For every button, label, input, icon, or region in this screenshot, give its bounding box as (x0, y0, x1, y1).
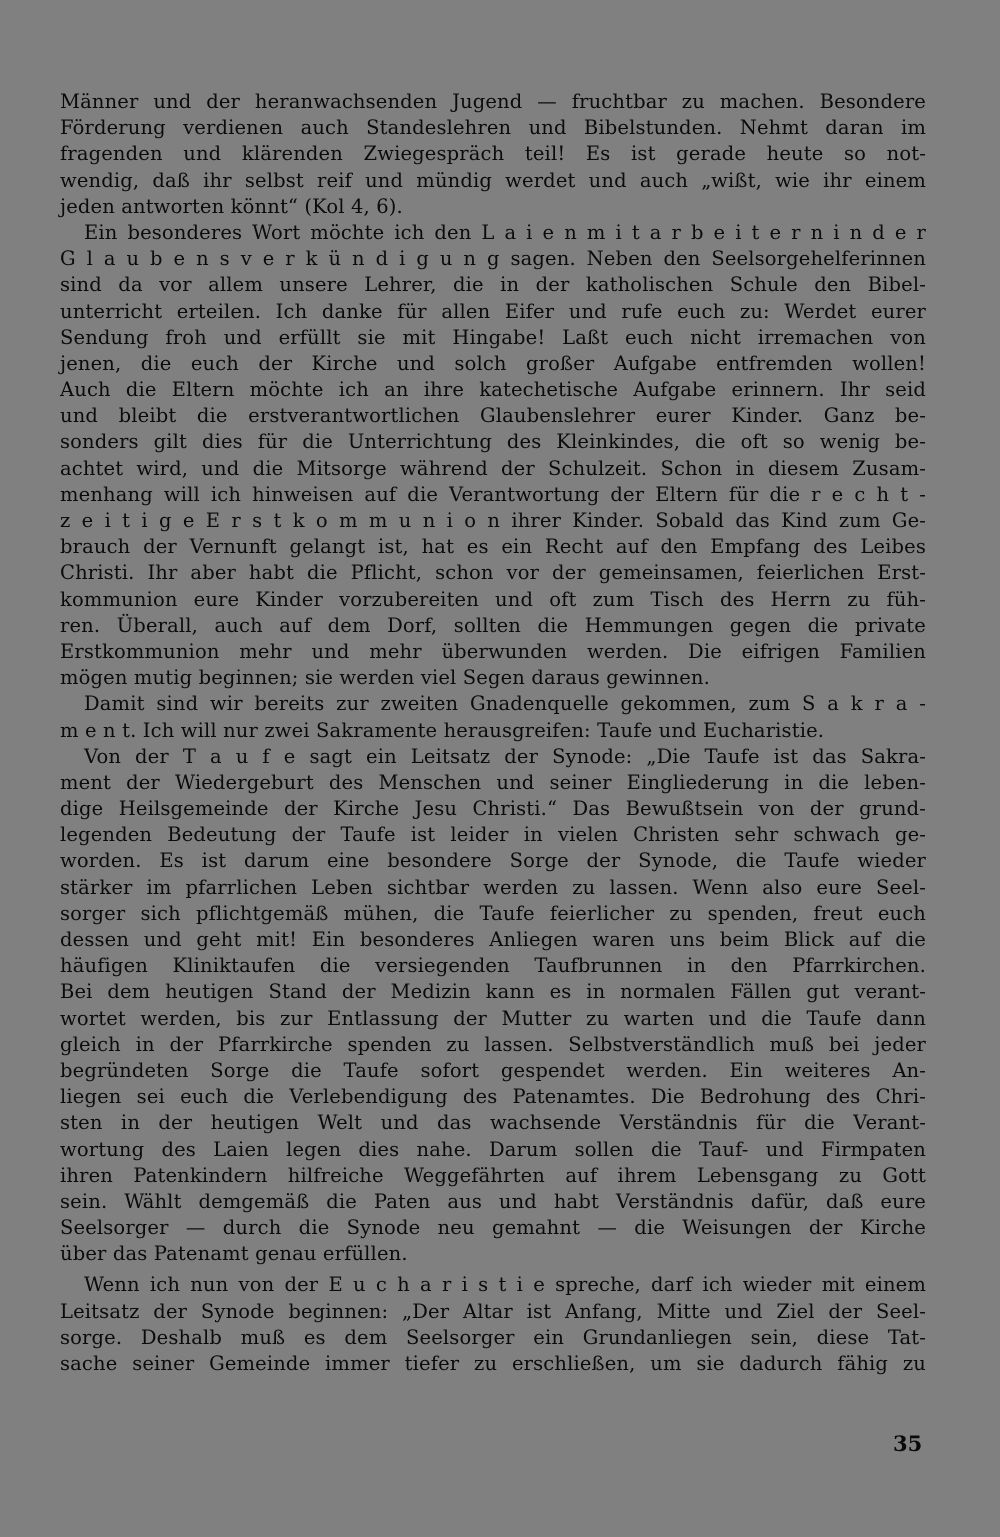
text-line: Christi. Ihr aber habt die Pflicht, schon vor der gemeinsamen, feierlichen Erst- (60, 561, 926, 585)
page-body (60, 89, 926, 1377)
text-line: worden. Es ist darum eine besondere Sorge der Synode, die Taufe wieder (60, 849, 926, 873)
text-line: menhang will ich hinweisen auf die Verantwortung der Eltern für die r e c h t - (60, 482, 926, 506)
text-line: Erstkommunion mehr und mehr überwunden werden. Die eifrigen Familien (60, 639, 926, 663)
text-line: Männer und der heranwachsenden Jugend — fruchtbar zu machen. Besondere (60, 90, 926, 113)
text-line: dige Heilsgemeinde der Kirche Jesu Christi.“ Das Bewußtsein von der grund- (60, 797, 926, 821)
text-line: jenen, die euch der Kirche und solch großer Aufgabe entfremden wollen! (60, 351, 926, 375)
text-line: jeden antworten könnt“ (Kol 4, 6). (60, 194, 403, 218)
text-line: mögen mutig beginnen; sie werden viel Segen daraus gewinnen. (60, 666, 710, 690)
text-line: sorge. Deshalb muß es dem Seelsorger ein Grundanliegen sein, diese Tat- (60, 1325, 926, 1349)
paragraph-4 (60, 744, 926, 1268)
text-line: dessen und geht mit! Ein besonderes Anliegen waren uns beim Blick auf die (60, 928, 926, 951)
paragraph-3 (60, 691, 926, 743)
text-line: brauch der Vernunft gelangt ist, hat es ein Recht auf den Empfang des Leibes (60, 535, 926, 559)
text-line: sind da vor allem unsere Lehrer, die in der katholischen Schule den Bibel- (60, 273, 926, 297)
text-line: Bei dem heutigen Stand der Medizin kann es in normalen Fällen gut verant- (60, 980, 926, 1004)
text-line: liegen sei euch die Verlebendigung des Patenamtes. Die Bedrohung des Chri- (60, 1085, 926, 1109)
text-line: Leitsatz der Synode beginnen: „Der Altar ist Anfang, Mitte und Ziel der Seel- (60, 1299, 926, 1323)
text-line: wendig, daß ihr selbst reif und mündig werdet und auch „wißt, wie ihr einem (60, 168, 926, 192)
text-line: G l a u b e n s v e r k ü n d i g u n g sagen. Neben den Seelsorgehelferinnen (60, 247, 926, 271)
text-line: wortet werden, bis zur Entlassung der Mutter zu warten und die Taufe dann (60, 1006, 926, 1030)
text-line: m e n t. Ich will nur zwei Sakramente herausgreifen: Taufe und Eucharistie. (60, 718, 825, 742)
text-line: ren. Überall, auch auf dem Dorf, sollten die Hemmungen gegen die private (60, 613, 926, 637)
text-line: stärker im pfarrlichen Leben sichtbar werden zu lassen. Wenn also eure Seel- (60, 875, 926, 899)
text-line: über das Patenamt genau erfüllen. (60, 1242, 408, 1266)
text-line: wortung des Laien legen dies nahe. Darum sollen die Tauf- und Firmpaten (60, 1137, 926, 1161)
text-line: Förderung verdienen auch Standeslehren und Bibelstunden. Nehmt daran im (60, 116, 926, 140)
text-line: achtet wird, und die Mitsorge während der Schulzeit. Schon in diesem Zusam- (60, 456, 926, 480)
text-line: Damit sind wir bereits zur zweiten Gnadenquelle gekommen, zum S a k r a - (84, 692, 926, 716)
text-line: häufigen Kliniktaufen die versiegenden Taufbrunnen in den Pfarrkirchen. (60, 954, 926, 978)
text-line: begründeten Sorge die Taufe sofort gespendet werden. Ein weiteres An- (60, 1058, 926, 1082)
paragraph-2 (60, 220, 926, 691)
text-line: z e i t i g e E r s t k o m m u n i o n ihrer Kinder. Sobald das Kind zum Ge- (60, 509, 926, 532)
text-line: sten in der heutigen Welt und das wachsende Verständnis für die Verant- (60, 1111, 926, 1135)
paragraph-5 (60, 1272, 926, 1377)
text-line: fragenden und klärenden Zwiegespräch teil! Es ist gerade heute so not- (60, 142, 926, 166)
text-line: Ein besonderes Wort möchte ich den L a i e n m i t a r b e i t e r n i n d e r (84, 220, 926, 244)
paragraph-1 (60, 89, 926, 220)
page-number: 35 (893, 1431, 923, 1456)
text-line: Auch die Eltern möchte ich an ihre katechetische Aufgabe erinnern. Ihr seid (60, 378, 926, 402)
text-line: Wenn ich nun von der E u c h a r i s t i e spreche, darf ich wieder mit einem (84, 1273, 926, 1297)
text-line: sorger sich pflichtgemäß mühen, die Taufe feierlicher zu spenden, freut euch (60, 901, 926, 925)
text-line: und bleibt die erstverantwortlichen Glaubenslehrer eurer Kinder. Ganz be- (60, 404, 926, 428)
text-line: Von der T a u f e sagt ein Leitsatz der Synode: „Die Taufe ist das Sakra- (84, 744, 926, 768)
text-line: ihren Patenkindern hilfreiche Weggefährten auf ihrem Lebensgang zu Gott (60, 1163, 926, 1187)
text-line: Seelsorger — durch die Synode neu gemahnt — die Weisungen der Kirche (60, 1216, 926, 1240)
text-line: gleich in der Pfarrkirche spenden zu lassen. Selbstverständlich muß bei jeder (60, 1032, 926, 1056)
text-line: legenden Bedeutung der Taufe ist leider in vielen Christen sehr schwach ge- (60, 823, 926, 847)
text-line: kommunion eure Kinder vorzubereiten und oft zum Tisch des Herrn zu füh- (60, 587, 926, 611)
text-line: sein. Wählt demgemäß die Paten aus und habt Verständnis dafür, daß eure (60, 1189, 926, 1213)
text-line: Sendung froh und erfüllt sie mit Hingabe! Laßt euch nicht irremachen von (60, 325, 926, 349)
text-line: sache seiner Gemeinde immer tiefer zu erschließen, um sie dadurch fähig zu (60, 1352, 926, 1375)
text-line: ment der Wiedergeburt des Menschen und seiner Eingliederung in die leben- (60, 770, 926, 794)
text-line: unterricht erteilen. Ich danke für allen Eifer und rufe euch zu: Werdet eurer (60, 299, 926, 323)
text-line: sonders gilt dies für die Unterrichtung des Kleinkindes, die oft so wenig be- (60, 430, 926, 454)
